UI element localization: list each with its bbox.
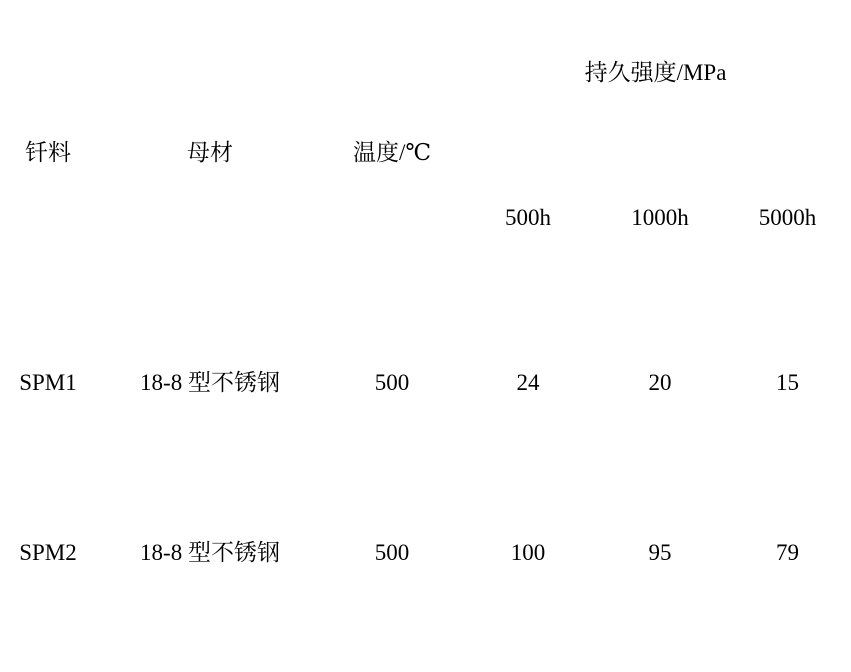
cell-strength-5000h: 15 (776, 370, 799, 396)
cell-strength-500h: 24 (516, 370, 540, 396)
strength-data-table (0, 8, 851, 638)
header-cell-5000h: 5000h (758, 205, 817, 231)
header-cell-1000h: 1000h (631, 205, 689, 231)
header-cell-temperature: 温度/℃ (352, 140, 432, 166)
cell-base-metal: 18-8 型不锈钢 (140, 540, 280, 566)
cell-filler: SPM1 (19, 370, 77, 396)
header-cell-500h: 500h (505, 205, 551, 231)
header-cell-base-metal: 母材 (187, 140, 233, 166)
cell-temperature: 500 (374, 370, 410, 396)
cell-temperature: 500 (374, 540, 410, 566)
cell-filler: SPM2 (19, 540, 77, 566)
cell-base-metal: 18-8 型不锈钢 (140, 370, 280, 396)
cell-strength-5000h: 79 (776, 540, 799, 566)
header-cell-strength-group: 持久强度/MPa (584, 60, 727, 86)
table-row (0, 468, 851, 638)
cell-strength-1000h: 20 (648, 370, 672, 396)
cell-strength-500h: 100 (510, 540, 546, 566)
table-header-row-group (0, 8, 851, 138)
table-row (0, 298, 851, 468)
cell-strength-1000h: 95 (648, 540, 672, 566)
header-cell-filler: 钎料 (25, 140, 71, 166)
